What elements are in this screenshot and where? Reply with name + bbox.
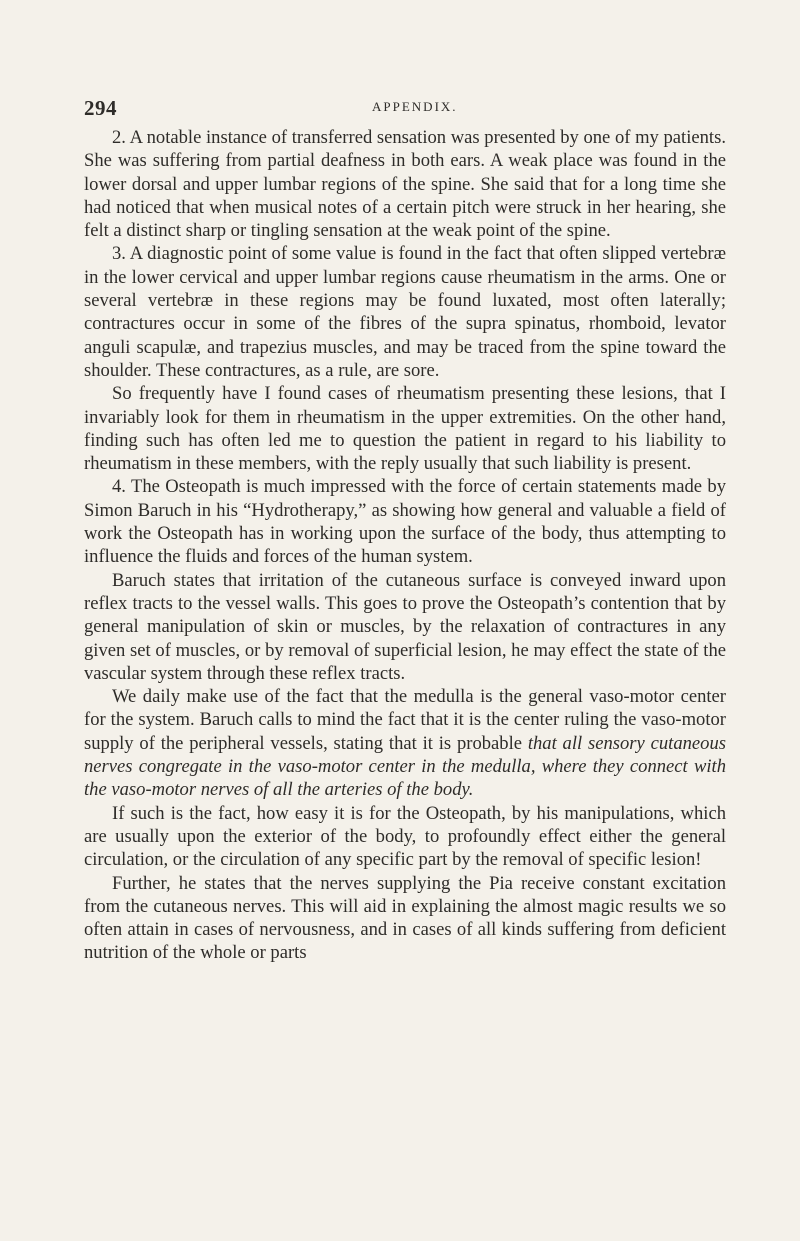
paragraph-text: We daily make use of the fact that the medulla is the general vaso-motor center for the system. Baruch calls to mind the fact that it is the center ruling the vaso-motor supply of the peripheral vessels, stating that it is probable [84,686,726,754]
paragraph: 4. The Osteopath is much impressed with the force of certain statements made by Simon Baruch in his “Hydrotherapy,” as showing how general and valuable a field of work the Osteopath has in working upon the surface of the body, thus attempting to influence the fluids and forces of the human system. [84,476,726,568]
paragraph [84,685,726,801]
paragraph: 3. A diagnostic point of some value is found in the fact that often slipped vertebræ in the lower cervical and upper lumbar regions cause rheumatism in the arms. One or several vertebræ in these regions may be found luxated, most often laterally; contractures occur in some of the fibres of the supra spinatus, rhomboid, levator anguli scapulæ, and trapezius muscles, and may be traced from the spine toward the shoulder. These contractures, as a rule, are sore. [84,243,726,381]
paragraph: So frequently have I found cases of rheumatism presenting these lesions, that I invariably look for them in rheumatism in the upper extremities. On the other hand, finding such has often led me to question the patient in regard to his liability to rheumatism in these members, with the reply usually that such liability is present. [84,383,726,475]
paragraph: Further, he states that the nerves supplying the Pia receive constant excitation from the cutaneous nerves. This will aid in explaining the almost magic results we so often attain in cases of nervousness, and in cases of all kinds suffering from deficient nutrition of the whole or parts [84,872,726,964]
italic-quotation: that all sensory cutaneous nerves congregate in the vaso-motor center in the medulla, where they connect with the vaso-motor nerves of all the arteries of the body. [84,732,726,801]
paragraph: 2. A notable instance of transferred sensation was presented by one of my patients. She was suffering from partial deafness in both ears. A weak place was found in the lower dorsal and upper lumbar regions of the spine. She said that for a long time she had noticed that when musical notes of a certain pitch were struck in her hearing, she felt a distinct sharp or tingling sensation at the weak point of the spine. [84,127,726,242]
page-number: 294 [84,96,117,120]
paragraph: Baruch states that irritation of the cutaneous surface is conveyed inward upon reflex tracts to the vessel walls. This goes to prove the Osteopath’s contention that by general manipulation of skin or muscles, by the relaxation of contractures in any given set of muscles, or by removal of superficial lesion, he may effect the state of the vascular system through these reflex tracts. [84,569,726,684]
page-header [84,96,724,120]
running-head: APPENDIX. [372,99,458,114]
paragraph: If such is the fact, how easy it is for the Osteopath, by his manipulations, which are usually upon the exterior of the body, to profoundly effect either the general circulation, or the circulation of any specific part by the removal of specific lesion! [84,802,726,871]
page-body [84,126,726,965]
